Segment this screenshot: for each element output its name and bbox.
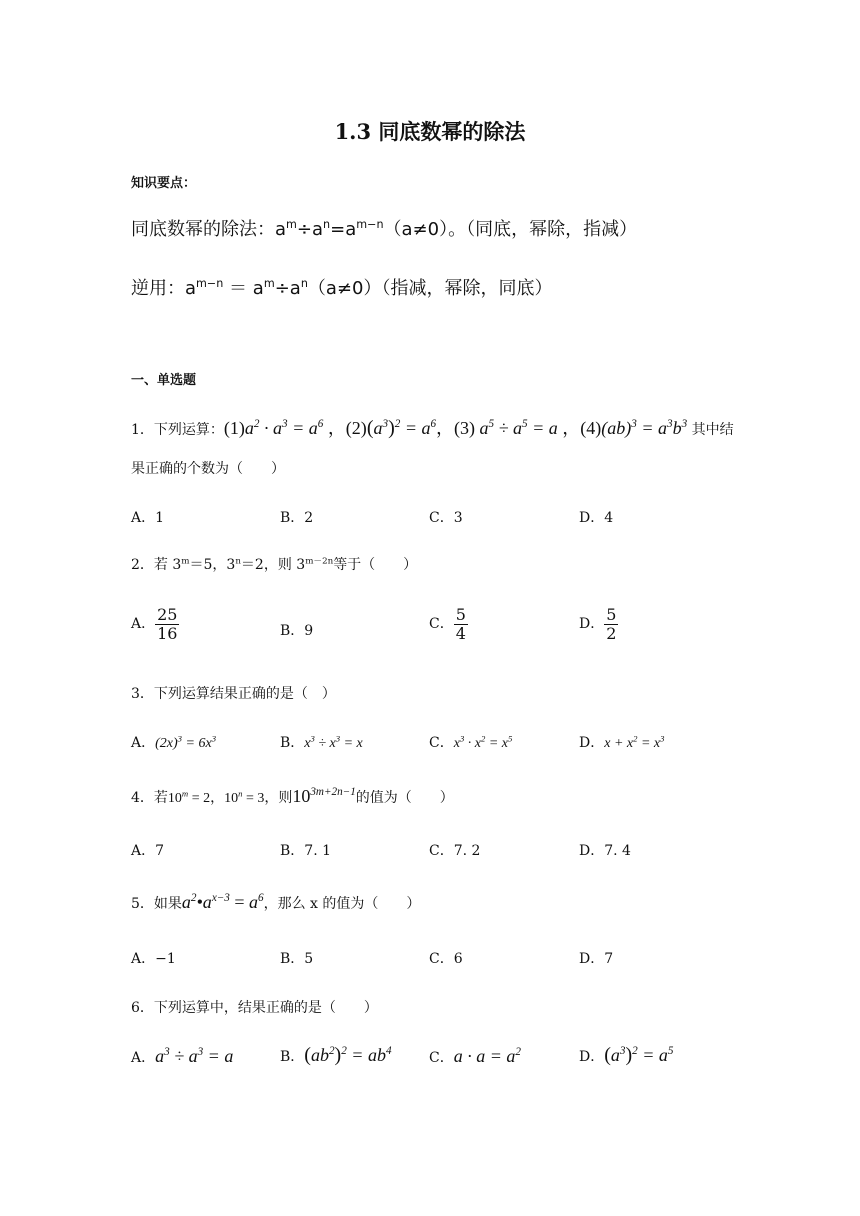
- q4-text-c: 的值为（ ）: [355, 790, 454, 806]
- reverse-suffix: （a≠0）（指减，幂除，同底）: [307, 278, 553, 299]
- q6-option-b-label: B．: [280, 1049, 305, 1065]
- q2-text-d: 等于（ ）: [333, 557, 418, 573]
- q3-option-c[interactable]: C．$x^3 \cdot x^2 = x^5$: [429, 733, 513, 751]
- q4-text-a: 4．若: [131, 790, 168, 806]
- q3-option-a[interactable]: A．$(2x)^3 = 6x^3$: [131, 733, 217, 751]
- question-6: 6．下列运算中，结果正确的是（ ）: [131, 1000, 378, 1016]
- q1-line2: 果正确的个数为（ ）: [131, 461, 285, 477]
- q1-option-b[interactable]: B．2: [280, 510, 314, 526]
- q3-option-a-label: A．: [131, 735, 156, 751]
- q2-option-d-den: 2: [606, 623, 617, 643]
- question-5: 5．如果$a^2•a^{x-3} = a^6$，那么 x 的值为（ ）: [131, 892, 421, 912]
- q4-option-d[interactable]: D．7. 4: [579, 843, 631, 859]
- q2-text-a: 2．若 3: [131, 557, 182, 573]
- q1-text: 1．下列运算：: [131, 422, 224, 438]
- question-3: 3．下列运算结果正确的是（ ）: [131, 686, 336, 702]
- question-2: 2．若 $3^m=5$，$3^n=2$，则 $3^{m-2n}$等于（ ）: [131, 556, 418, 573]
- q1-option-d[interactable]: D．4: [579, 510, 614, 526]
- rule-formula: $a^m\div a^n=a^{m-n}$: [275, 218, 384, 240]
- q6-option-d[interactable]: D．$(a^3)^2 = a^5$: [579, 1044, 674, 1066]
- q1-option-c[interactable]: C．3: [429, 510, 463, 526]
- q2-option-a-den: 16: [157, 623, 178, 643]
- q2-option-d-label: D．: [579, 616, 605, 633]
- q2-option-a-label: A．: [131, 616, 156, 633]
- reverse-line: [131, 274, 552, 300]
- question-4: 4．若10$^m$ = 2，10$^n$ = 3，则$10^{3m+2n-1}$的值为（ ）: [131, 786, 454, 806]
- q5-option-a[interactable]: [131, 948, 176, 968]
- q2-option-c[interactable]: [429, 606, 468, 642]
- q6-option-a[interactable]: A．$a^3 \div a^3 = a$: [131, 1046, 234, 1066]
- q1-tail: 其中结: [691, 422, 734, 438]
- q6-option-c[interactable]: C．$a \cdot a = a^2$: [429, 1046, 521, 1066]
- q5-text-b: ，那么 x 的值为（ ）: [263, 896, 421, 912]
- knowledge-label: 知识要点：: [131, 176, 197, 191]
- reverse-prefix: 逆用：: [131, 278, 185, 299]
- q4-text-b: ，则: [264, 790, 293, 806]
- q2-option-d-num: 5: [606, 605, 617, 624]
- question-1: [131, 414, 734, 440]
- q6-option-a-label: A．: [131, 1050, 156, 1066]
- section-heading: 一、单选题: [131, 373, 197, 388]
- q2-option-b[interactable]: B．9: [280, 623, 314, 639]
- q2-option-a-num: 25: [157, 605, 178, 624]
- q2-option-d[interactable]: [579, 606, 618, 642]
- q5-option-d[interactable]: D．7: [579, 951, 614, 967]
- q6-option-c-label: C．: [429, 1050, 454, 1066]
- rule-prefix: 同底数幂的除法：: [131, 219, 275, 240]
- rule-suffix: （a≠0）。（同底，幂除，指减）: [383, 219, 638, 240]
- q5-text-a: 5．如果: [131, 896, 182, 912]
- q5-option-c[interactable]: C．6: [429, 951, 463, 967]
- q2-option-c-den: 4: [455, 623, 466, 643]
- reverse-formula: $a^{m-n} = a^m\div a^n$: [185, 277, 308, 299]
- q2-option-c-label: C．: [429, 616, 454, 633]
- q4-option-c[interactable]: C．7. 2: [429, 843, 481, 859]
- q3-option-b[interactable]: B．$x^3 \div x^3 = x$: [280, 733, 363, 751]
- q3-option-d-label: D．: [579, 735, 605, 751]
- q4-option-a[interactable]: A．7: [131, 843, 165, 859]
- q6-option-b[interactable]: B．$(ab^2)^2 = ab^4$: [280, 1044, 392, 1066]
- q6-option-d-label: D．: [579, 1049, 605, 1065]
- q3-option-d[interactable]: D．$x + x^2 = x^3$: [579, 733, 665, 751]
- q2-option-a[interactable]: [131, 606, 179, 642]
- rule-line: [131, 215, 637, 241]
- page-title: 1.3 同底数幂的除法: [334, 119, 526, 144]
- q3-option-c-label: C．: [429, 735, 454, 751]
- q1-formula: $(1)a^2 \cdot a^3 = a^6$ ，$(2)(a^3)^2 = a^6$，(3) $a^5 \div a^5 = a$ ，$(4)(ab)^3 = a^3b^3$: [223, 417, 688, 439]
- q5-option-a-value: −1: [155, 951, 176, 967]
- q2-option-c-num: 5: [455, 605, 466, 624]
- q2-text-b: ＝5，3: [189, 557, 236, 573]
- q1-option-a[interactable]: A．1: [131, 510, 165, 526]
- q2-text-c: ＝2，则 3: [240, 557, 306, 573]
- q4-option-b[interactable]: B．7. 1: [280, 843, 332, 859]
- q5-option-a-label: A．: [131, 951, 156, 967]
- q5-option-b[interactable]: B．5: [280, 951, 314, 967]
- q3-option-b-label: B．: [280, 735, 305, 751]
